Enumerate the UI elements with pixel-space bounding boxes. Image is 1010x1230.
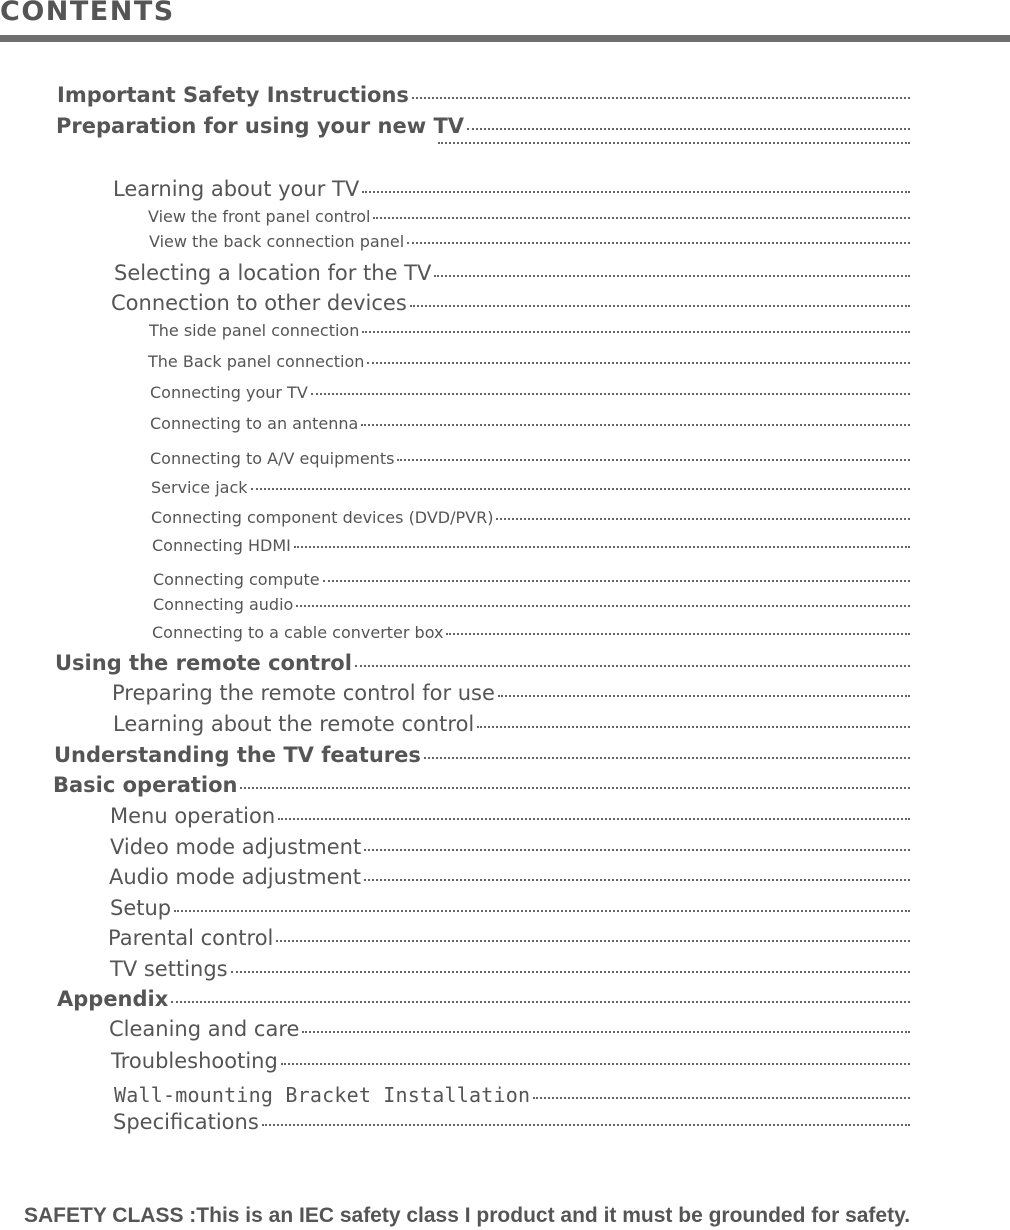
toc-entry [150, 449, 910, 468]
dot-leader [424, 757, 910, 759]
toc-entry-label: Parental control [108, 926, 274, 950]
toc-entry [114, 261, 910, 285]
toc-entry [113, 177, 910, 201]
dot-leader [477, 726, 910, 728]
toc-entry-label: The Back panel connection [148, 352, 365, 371]
toc-entry-label: Wall-mounting Bracket Installation [114, 1083, 531, 1107]
toc-entry-label: View the front panel control [148, 207, 371, 226]
toc-entry-label: Using the remote control [55, 651, 352, 675]
dot-leader [362, 191, 910, 193]
dot-leader [438, 142, 910, 144]
dot-leader [467, 128, 910, 130]
toc-entry-label: Learning about your TV [113, 177, 360, 201]
toc-entry [113, 712, 910, 736]
dot-leader [171, 1001, 910, 1003]
toc-entry-label: Important Safety Instructions [57, 83, 409, 107]
toc-entry-label: Video mode adjustment [110, 835, 362, 859]
toc-entry [152, 536, 910, 555]
toc-entry [57, 83, 910, 107]
toc-entry-label: Cleaning and care [109, 1017, 300, 1041]
toc-entry [55, 651, 910, 675]
toc-entry [110, 896, 910, 920]
title-rule [0, 35, 1010, 42]
toc-entry-label: Connecting to A/V equipments [150, 449, 395, 468]
dot-leader [364, 849, 910, 851]
dot-leader [498, 695, 910, 697]
toc-entry [151, 478, 910, 497]
toc-entry [111, 1049, 910, 1073]
toc-entry [109, 865, 910, 889]
safety-class-note: SAFETY CLASS :This is an IEC safety class I product and it must be grounded for safety. [24, 1204, 911, 1227]
dot-leader [410, 305, 910, 307]
toc-entry-label: Connecting to an antenna [150, 414, 359, 433]
dot-leader [174, 910, 910, 912]
toc-entry [110, 957, 910, 981]
dot-leader [361, 424, 910, 426]
dot-leader [446, 633, 910, 635]
toc-entry-label: Preparation for using your new TV [56, 114, 465, 138]
toc-entry [149, 232, 910, 251]
dot-leader [231, 971, 910, 973]
dot-leader [296, 605, 910, 607]
dot-leader [397, 459, 910, 461]
page-title: CONTENTS [0, 0, 175, 27]
toc-entry [110, 804, 910, 828]
toc-entry-label: Connecting to a cable converter box [152, 623, 444, 642]
dot-leader [533, 1097, 910, 1099]
toc-entry-label: Basic operation [53, 773, 238, 797]
toc-entry [153, 595, 910, 614]
toc-entry [53, 773, 910, 797]
toc-entry [56, 114, 910, 138]
toc-entry-label: Connecting audio [153, 595, 294, 614]
toc-entry [149, 321, 910, 340]
toc-entry [153, 570, 910, 589]
toc-entry-label: Connecting component devices (DVD/PVR) [151, 508, 494, 527]
toc-entry-label: Preparing the remote control for use [112, 681, 495, 705]
toc-entry [435, 145, 910, 147]
dot-leader [412, 97, 910, 99]
dot-leader [362, 331, 910, 333]
toc-entry-label: Troubleshooting [111, 1049, 278, 1073]
toc-entry-label: Appendix [57, 987, 169, 1011]
toc-entry [110, 835, 910, 859]
toc-entry [150, 383, 910, 402]
dot-leader [496, 518, 910, 520]
toc-entry [109, 1017, 910, 1041]
dot-leader [240, 787, 910, 789]
dot-leader [407, 242, 910, 244]
toc-entry [150, 414, 910, 433]
toc-entry [113, 1110, 910, 1134]
dot-leader [281, 1063, 910, 1065]
toc-entry-label: Connecting your TV [150, 383, 308, 402]
toc-entry [112, 681, 910, 705]
toc-entry [152, 623, 910, 642]
toc-entry-label: View the back connection panel [149, 232, 405, 251]
toc-entry-label: Audio mode adjustment [109, 865, 362, 889]
dot-leader [367, 362, 910, 364]
dot-leader [276, 940, 910, 942]
toc-entry-label: Learning about the remote control [113, 712, 475, 736]
toc-entry [57, 987, 910, 1011]
dot-leader [434, 275, 910, 277]
dot-leader [262, 1124, 910, 1126]
toc-entry [148, 207, 910, 226]
toc-entry-label: Connection to other devices [111, 291, 407, 315]
toc-entry-label: Specifications [113, 1110, 259, 1134]
dot-leader [373, 217, 910, 219]
dot-leader [251, 488, 910, 490]
toc-entry [54, 743, 910, 767]
toc-entry-label: Understanding the TV features [54, 743, 421, 767]
toc-entry-label: Setup [110, 896, 172, 920]
toc-entry-label: Connecting compute [153, 570, 320, 589]
toc-entry [114, 1083, 910, 1107]
toc-entry [111, 291, 910, 315]
dot-leader [323, 580, 910, 582]
dot-leader [311, 393, 910, 395]
dot-leader [364, 879, 910, 881]
toc-entry-label: Service jack [151, 478, 248, 497]
toc-entry-label: The side panel connection [149, 321, 360, 340]
toc-entry-label: Selecting a location for the TV [114, 261, 432, 285]
toc-entry-label: TV settings [110, 957, 228, 981]
toc-entry-label: Connecting HDMI [152, 536, 291, 555]
dot-leader [355, 665, 910, 667]
toc-entry-label: Menu operation [110, 804, 276, 828]
dot-leader [294, 546, 910, 548]
dot-leader [302, 1031, 910, 1033]
dot-leader [278, 818, 910, 820]
toc-entry [108, 926, 910, 950]
toc-entry [151, 508, 910, 527]
toc-entry [148, 352, 910, 371]
